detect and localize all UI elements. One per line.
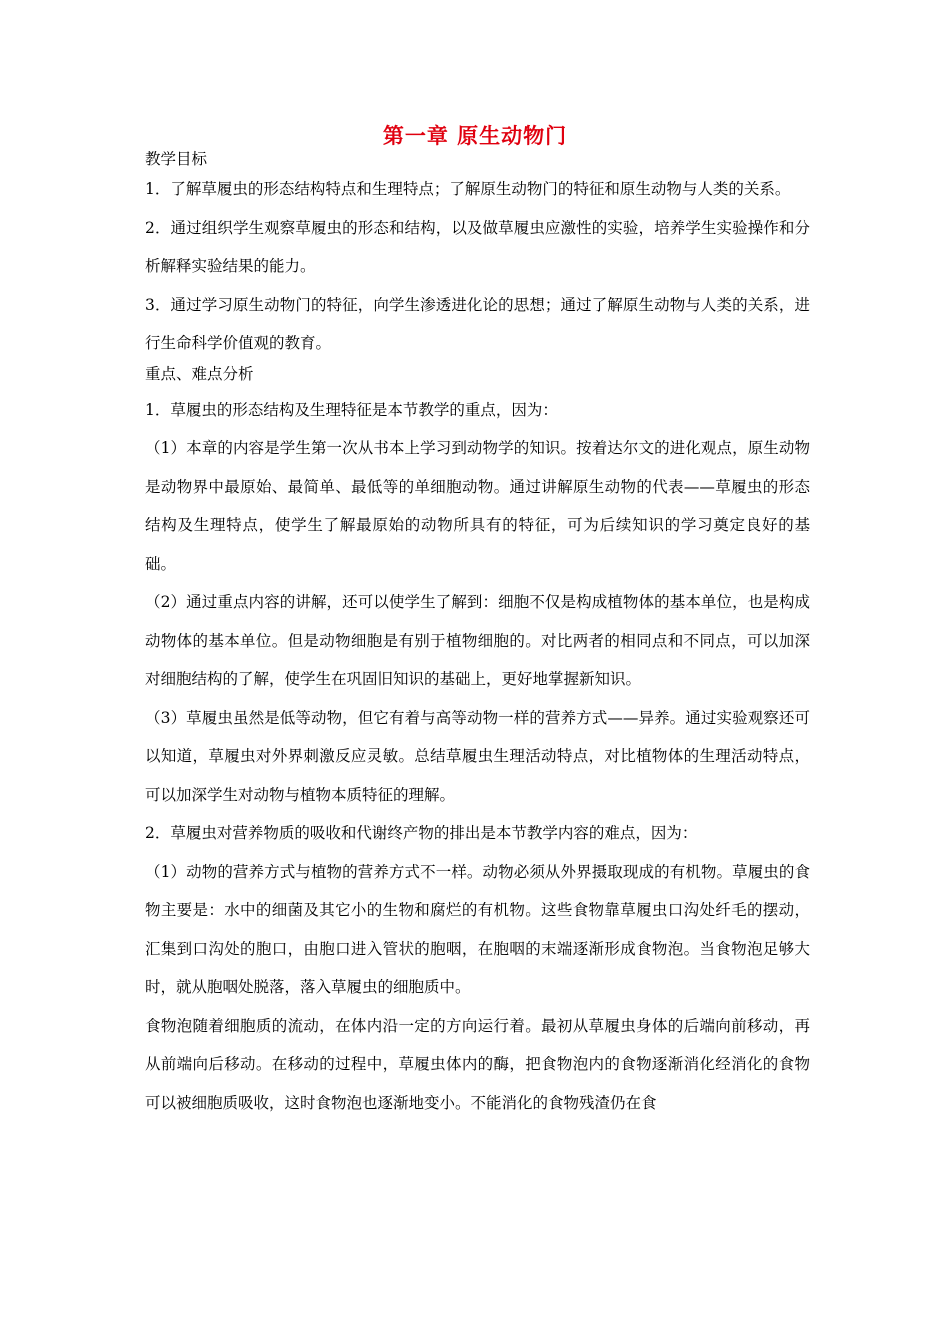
analysis-paragraph: 食物泡随着细胞质的流动，在体内沿一定的方向运行着。最初从草履虫身体的后端向前移动，再从前端向后移动。在移动的过程中，草履虫体内的酶，把食物泡内的食物逐渐消化经消化的食物可以被细胞质吸收，这时食物泡也逐渐地变小。不能消化的食物残渣仍在食	[145, 1016, 810, 1112]
analysis-paragraph: 2．草履虫对营养物质的吸收和代谢终产物的排出是本节教学内容的难点，因为：	[145, 824, 698, 842]
analysis-paragraph: （3）草履虫虽然是低等动物，但它有着与高等动物一样的营养方式——异养。通过实验观察还可以知道，草履虫对外界刺激反应灵敏。总结草履虫生理活动特点，对比植物体的生理活动特点，可以加深学生对动物与植物本质特征的理解。	[145, 708, 810, 804]
page-title: 第一章 原生动物门	[382, 124, 568, 148]
objective-paragraph: 3．通过学习原生动物门的特征，向学生渗透进化论的思想；通过了解原生动物与人类的关系，进行生命科学价值观的教育。	[145, 295, 810, 352]
analysis-paragraph: （1）动物的营养方式与植物的营养方式不一样。动物必须从外界摄取现成的有机物。草履虫的食物主要是：水中的细菌及其它小的生物和腐烂的有机物。这些食物靠草履虫口沟处纤毛的摆动，汇集到口沟处的胞口，由胞口进入管状的胞咽，在胞咽的末端逐渐形成食物泡。当食物泡足够大时，就从胞咽处脱落，落入草履虫的细胞质中。	[145, 862, 810, 996]
analysis-paragraph: （2）通过重点内容的讲解，还可以使学生了解到：细胞不仅是构成植物体的基本单位，也是构成动物体的基本单位。但是动物细胞是有别于植物细胞的。对比两者的相同点和不同点，可以加深对细胞结构的了解，使学生在巩固旧知识的基础上，更好地掌握新知识。	[145, 593, 810, 688]
document-body	[145, 148, 810, 1122]
section-heading-key-points: 重点、难点分析	[145, 364, 254, 383]
analysis-paragraph: （1）本章的内容是学生第一次从书本上学习到动物学的知识。按着达尔文的进化观点，原生动物是动物界中最原始、最简单、最低等的单细胞动物。通过讲解原生动物的代表——草履虫的形态结构及生理特点，使学生了解最原始的动物所具有的特征，可为后续知识的学习奠定良好的基础。	[145, 439, 810, 573]
analysis-paragraph: 1．草履虫的形态结构及生理特征是本节教学的重点，因为：	[145, 400, 558, 419]
objective-paragraph: 2．通过组织学生观察草履虫的形态和结构，以及做草履虫应激性的实验，培养学生实验操作和分析解释实验结果的能力。	[145, 218, 810, 275]
section-heading-objectives: 教学目标	[145, 150, 208, 168]
objective-paragraph: 1．了解草履虫的形态结构特点和生理特点；了解原生动物门的特征和原生动物与人类的关系。	[145, 180, 791, 198]
